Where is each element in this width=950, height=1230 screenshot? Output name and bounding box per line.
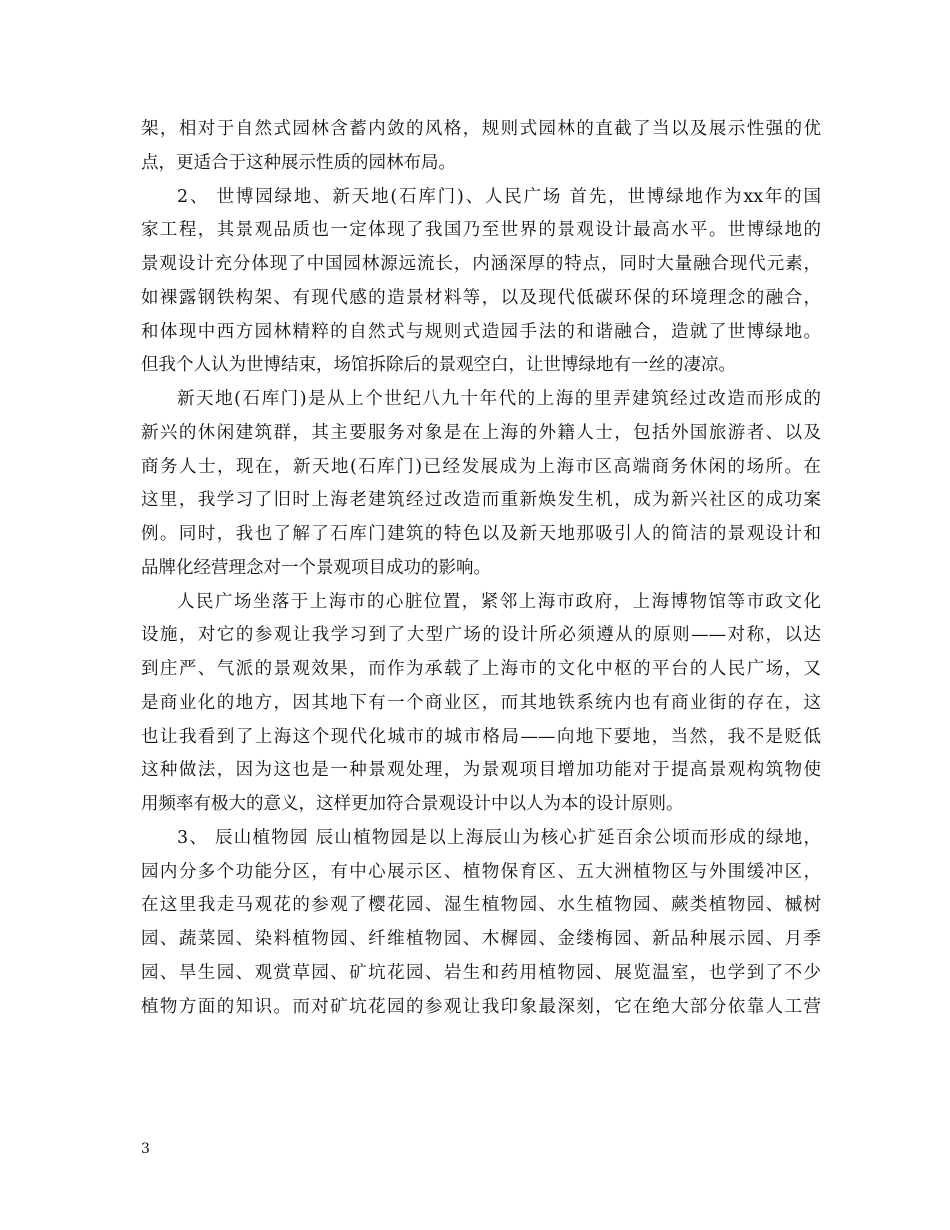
text-line: 3、 辰山植物园 辰山植物园是以上海辰山为核心扩延百余公顷而形成的绿地， — [177, 827, 821, 848]
text-line: 如裸露钢铁构架、有现代感的造景材料等，以及现代低碳环保的环境理念的融合， — [141, 287, 821, 308]
text-line: 但我个人认为世博结束，场馆拆除后的景观空白，让世博绿地有一丝的凄凉。 — [141, 355, 736, 376]
text-line: 园内分多个功能分区，有中心展示区、植物保育区、五大洲植物区与外围缓冲区， — [141, 861, 821, 882]
text-line: 设施，对它的参观让我学习到了大型广场的设计所必须遵从的原则——对称，以达 — [141, 625, 821, 646]
text-line: 园、蔬菜园、染料植物园、纤维植物园、木樨园、金缕梅园、新品种展示园、月季 — [141, 929, 821, 949]
text-line: 新兴的休闲建筑群，其主要服务对象是在上海的外籍人士，包括外国旅游者、以及 — [141, 422, 821, 443]
text-line: 架，相对于自然式园林含蓄内敛的风格，规则式园林的直截了当以及展示性强的优 — [141, 119, 821, 139]
text-line: 用频率有极大的意义，这样更加符合景观设计中以人为本的设计原则。 — [141, 794, 684, 814]
text-line: 新天地(石库门)是从上个世纪八九十年代的上海的里弄建筑经过改造而形成的 — [177, 389, 821, 409]
text-line: 也让我看到了上海这个现代化城市的城市格局——向地下要地，当然，我不是贬低 — [141, 726, 821, 747]
text-line: 植物方面的知识。而对矿坑花园的参观让我印象最深刻，它在绝大部分依靠人工营 — [141, 996, 821, 1017]
text-line: 例。同时，我也了解了石库门建筑的特色以及新天地那吸引人的简洁的景观设计和 — [141, 524, 821, 544]
text-line: 家工程，其景观品质也一定体现了我国乃至世界的景观设计最高水平。世博绿地的 — [141, 220, 821, 241]
text-line: 在这里我走马观花的参观了樱花园、湿生植物园、水生植物园、蕨类植物园、槭树 — [141, 895, 821, 916]
text-line: 园、旱生园、观赏草园、矿坑花园、岩生和药用植物园、展览温室，也学到了不少 — [141, 962, 821, 983]
text-line: 品牌化经营理念对一个景观项目成功的影响。 — [141, 557, 491, 578]
page-number: 3 — [141, 1141, 150, 1157]
text-line: 这种做法，因为这也是一种景观处理，为景观项目增加功能对于提高景观构筑物使 — [141, 760, 821, 781]
text-line: 是商业化的地方，因其地下有一个商业区，而其地铁系统内也有商业街的存在，这 — [141, 692, 821, 713]
text-line: 商务人士，现在，新天地(石库门)已经发展成为上海市区高端商务休闲的场所。在 — [141, 456, 821, 477]
text-line: 人民广场坐落于上海市的心脏位置，紧邻上海市政府，上海博物馆等市政文化 — [177, 591, 821, 612]
text-line: 点，更适合于这种展示性质的园林布局。 — [141, 152, 456, 173]
text-line: 景观设计充分体现了中国园林源远流长，内涵深厚的特点，同时大量融合现代元素， — [141, 254, 821, 274]
text-line: 和体现中西方园林精粹的自然式与规则式造园手法的和谐融合，造就了世博绿地。 — [141, 321, 821, 342]
text-line: 这里，我学习了旧时上海老建筑经过改造而重新焕发生机，成为新兴社区的成功案 — [141, 490, 821, 511]
text-line: 到庄严、气派的景观效果，而作为承载了上海市的文化中枢的平台的人民广场，又 — [141, 659, 821, 679]
body-text — [141, 113, 821, 1024]
text-line: 2、 世博园绿地、新天地(石库门)、人民广场 首先，世博绿地作为xx年的国 — [177, 186, 821, 207]
